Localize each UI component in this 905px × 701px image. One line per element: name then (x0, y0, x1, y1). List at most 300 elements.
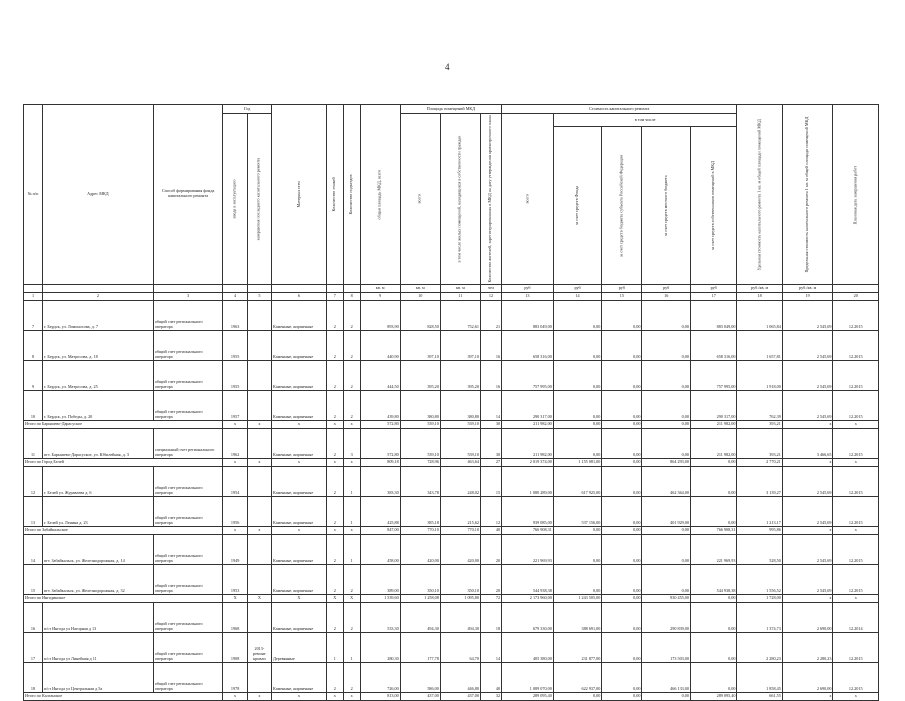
row-number: 14 (24, 534, 43, 564)
method-cell: общий счет регионального оператора (153, 360, 223, 390)
max-cost-cell: 2 280,23 (782, 632, 833, 662)
material-cell: Каменные, кирпичные (272, 360, 327, 390)
year-repair-cell (247, 564, 271, 594)
cost-total-cell: 221 969,93 (502, 534, 554, 564)
row-number: 8 (24, 330, 43, 360)
header-residents: Количество жителей, зарегистрированных в МКД на дату утверждения краткосрочного плана (480, 114, 501, 285)
residents-cell: 15 (480, 466, 501, 496)
cost-fund-cell: 0,00 (553, 534, 602, 564)
year-repair-cell (247, 602, 271, 632)
unit-cell (343, 284, 360, 292)
cost-federal-cell: 0,00 (602, 360, 642, 390)
table-row (24, 602, 879, 632)
unit-cell: руб./кв. м (782, 284, 833, 292)
unit-cell: кв. м (360, 284, 400, 292)
header-cost-group: Стоимость капитального ремонта (502, 105, 737, 114)
year-commission-cell: 1963 (223, 300, 247, 330)
header-cost-fund: за счет средств Фонда (553, 127, 602, 284)
cost-owners-cell: 0,00 (690, 466, 736, 496)
max-cost-cell: 2 545,69 (782, 390, 833, 420)
subtotal-cell: x (326, 526, 343, 534)
residents-cell: 20 (480, 564, 501, 594)
cost-total-cell: 290 317,00 (502, 390, 554, 420)
year-repair-cell (247, 662, 271, 692)
max-cost-cell: 2 690,00 (782, 602, 833, 632)
area-cell: 385,18 (400, 496, 440, 526)
subtotal-cell: 2 173 960,00 (502, 594, 554, 602)
subtotal-cell: x (343, 526, 360, 534)
subtotal-cell: 0,00 (553, 692, 602, 700)
table-row (24, 360, 879, 390)
subtotal-cell: 770,10 (440, 526, 480, 534)
year-commission-cell: 1954 (223, 466, 247, 496)
table-row (24, 564, 879, 594)
row-number: 15 (24, 564, 43, 594)
row-number: 17 (24, 632, 43, 662)
material-cell: Каменные, кирпичные (272, 330, 327, 360)
entrances-cell: 2 (343, 564, 360, 594)
method-cell: общий счет регионального оператора (153, 602, 223, 632)
address-cell: пгт. Барышево-Дарасуское, ул. Юбилейная, д. 3 (42, 428, 153, 458)
cost-fund-cell: 231 877,00 (553, 632, 602, 662)
unit-cell: кв. м (400, 284, 440, 292)
column-number: 4 (223, 292, 247, 300)
method-cell: общий счет регионального оператора (153, 632, 223, 662)
cost-federal-cell: 0,00 (602, 330, 642, 360)
max-cost-cell: 2 545,69 (782, 466, 833, 496)
material-cell: Каменные, кирпичные (272, 428, 327, 458)
year-commission-cell: 1955 (223, 360, 247, 390)
area-cell: 397,10 (400, 330, 440, 360)
cost-owners-cell: 0,00 (690, 496, 736, 526)
residents-cell: 40 (480, 662, 501, 692)
cost-federal-cell: 0,00 (602, 632, 642, 662)
year-commission-cell: 1956 (223, 496, 247, 526)
subtotal-cell: x (247, 692, 271, 700)
area-cell: 177,78 (400, 632, 440, 662)
residents-cell: 21 (480, 300, 501, 330)
subtotal-cell: x (223, 692, 247, 700)
unit-cost-cell: 1 556,52 (737, 564, 782, 594)
subtotal-cell: 72 (480, 594, 501, 602)
column-number: 6 (272, 292, 327, 300)
cost-fund-cell: 537 156,00 (553, 496, 602, 526)
material-cell: Каменные, кирпичные (272, 534, 327, 564)
cost-federal-cell: 0,00 (602, 466, 642, 496)
header-cost-local: за счет средств местного бюджета (642, 127, 691, 284)
unit-cell: руб (690, 284, 736, 292)
subtotal-cell: x (223, 458, 247, 466)
subtotal-cell: 0,00 (553, 420, 602, 428)
column-number: 11 (440, 292, 480, 300)
header-floors: Количество этажей (326, 105, 343, 285)
max-cost-cell: 2 690,00 (782, 662, 833, 692)
deadline-cell: 12.2015 (833, 360, 879, 390)
header-unit-cost: Удельная стоимость капитального ремонта 1 кв. м общей площади помещений МКД (737, 105, 782, 285)
subtotal-cell: X (272, 594, 327, 602)
cost-total-cell: 679 330,00 (502, 602, 554, 632)
max-cost-cell: 2 545,69 (782, 300, 833, 330)
material-cell: Каменные, кирпичные (272, 496, 327, 526)
residents-cell: 16 (480, 330, 501, 360)
floors-cell: 2 (326, 466, 343, 496)
cost-local-cell: 401 929,00 (642, 496, 691, 526)
column-number: 20 (833, 292, 879, 300)
material-cell: Деревянные (272, 632, 327, 662)
subtotal-cell: 766 908,31 (502, 526, 554, 534)
subtotal-cell: X (223, 594, 247, 602)
subtotal-cell: x (272, 692, 327, 700)
year-commission-cell: 1949 (223, 534, 247, 564)
cost-local-cell: 0,00 (642, 390, 691, 420)
subtotal-cell: 809,18 (360, 458, 400, 466)
cost-fund-cell: 0,00 (553, 428, 602, 458)
cost-local-cell: 173 503,00 (642, 632, 691, 662)
subtotal-cell: x (247, 420, 271, 428)
entrances-cell: 1 (343, 466, 360, 496)
total-area-cell: 458,00 (360, 534, 400, 564)
material-cell: Каменные, кирпичные (272, 602, 327, 632)
column-number: 13 (502, 292, 554, 300)
total-area-cell: 383,30 (360, 466, 400, 496)
total-area-cell: 444,50 (360, 360, 400, 390)
table-row (24, 390, 879, 420)
address-cell: пгт. Забайкальск, ул. Железнодорожная, д. 32 (42, 564, 153, 594)
cost-total-cell: 544 938,38 (502, 564, 554, 594)
method-cell: общий счет регионального оператора (153, 564, 223, 594)
cost-local-cell: 0,00 (642, 360, 691, 390)
floors-cell: 1 (326, 632, 343, 662)
table-row (24, 534, 879, 564)
max-cost-cell: 2 545,69 (782, 534, 833, 564)
header-area-group: Площадь помещений МКД (400, 105, 501, 114)
total-area-cell: 280,30 (360, 632, 400, 662)
area-citizens-cell: 395,20 (440, 360, 480, 390)
deadline-cell: 12.2015 (833, 632, 879, 662)
header-entrances: Количество подъездов (343, 105, 360, 285)
subtotal-cell: 1 243 505,00 (553, 594, 602, 602)
subtotal-cell: x (833, 692, 879, 700)
subtotal-cell: X (247, 594, 271, 602)
subtotal-cell: 661,55 (737, 692, 782, 700)
floors-cell: 2 (326, 360, 343, 390)
residents-cell: 20 (480, 534, 501, 564)
row-number: 9 (24, 360, 43, 390)
unit-cell (833, 284, 879, 292)
unit-cell (24, 284, 43, 292)
total-area-cell: 425,88 (360, 496, 400, 526)
cost-federal-cell: 0,00 (602, 534, 642, 564)
subtotal-cell: 728,96 (400, 458, 440, 466)
cost-fund-cell: 622 937,00 (553, 662, 602, 692)
subtotal-cell: 393,21 (737, 420, 782, 428)
subtotal-cell: x (343, 692, 360, 700)
subtotal-cell: 847,00 (360, 526, 400, 534)
cost-owners-cell: 211 982,00 (690, 428, 736, 458)
unit-cost-cell: 528,50 (737, 534, 782, 564)
material-cell: Каменные, кирпичные (272, 564, 327, 594)
subtotal-label: Итого по Ингодинское (24, 594, 223, 602)
cost-federal-cell: 0,00 (602, 564, 642, 594)
area-citizens-cell: 420,00 (440, 534, 480, 564)
subtotal-cell: 1 095,80 (440, 594, 480, 602)
subtotal-cell: x (326, 692, 343, 700)
cost-total-cell: 658 316,00 (502, 330, 554, 360)
max-cost-cell: 2 545,69 (782, 360, 833, 390)
cost-owners-cell: 290 317,00 (690, 390, 736, 420)
column-numbers-row (24, 292, 879, 300)
unit-cost-cell: 3 139,27 (737, 466, 782, 496)
cost-local-cell: 0,00 (642, 534, 691, 564)
cost-local-cell: 0,00 (642, 330, 691, 360)
subtotal-cell: x (833, 594, 879, 602)
subtotal-cell: 864 293,00 (642, 458, 691, 466)
area-cell: 828,50 (400, 300, 440, 330)
unit-cost-cell: 1 065,84 (737, 300, 782, 330)
year-repair-cell (247, 496, 271, 526)
deadline-cell: 12.2015 (833, 466, 879, 496)
method-cell: общий счет регионального оператора (153, 466, 223, 496)
subtotal-label: Итого по Забайкальское (24, 526, 223, 534)
max-cost-cell: 2 545,69 (782, 496, 833, 526)
unit-cost-cell: 1 374,73 (737, 602, 782, 632)
year-commission-cell: 1953 (223, 564, 247, 594)
year-repair-cell (247, 428, 271, 458)
cost-total-cell: 1 080 289,00 (502, 466, 554, 496)
subtotal-cell: x (782, 692, 833, 700)
subtotal-row (24, 420, 879, 428)
floors-cell: 2 (326, 496, 343, 526)
year-repair-cell: 2013-ремонт кровли (247, 632, 271, 662)
subtotal-cell: 539,10 (440, 420, 480, 428)
address-cell: г. Бердск, ул. Матросова, д. 18 (42, 330, 153, 360)
header-address: Адрес МКД (42, 105, 153, 285)
row-number: 16 (24, 602, 43, 632)
floors-cell: 2 (326, 602, 343, 632)
unit-cell (42, 284, 153, 292)
cost-local-cell: 462 364,00 (642, 466, 691, 496)
unit-cost-cell: 1 918,00 (737, 360, 782, 390)
column-number: 18 (737, 292, 782, 300)
subtotal-row (24, 692, 879, 700)
deadline-cell: 12.2015 (833, 428, 879, 458)
area-citizens-cell: 215,62 (440, 496, 480, 526)
unit-cell: руб (602, 284, 642, 292)
cost-federal-cell: 0,00 (602, 496, 642, 526)
cost-total-cell: 405 380,00 (502, 632, 554, 662)
table-row (24, 300, 879, 330)
cost-owners-cell: 757 995,00 (690, 360, 736, 390)
unit-cost-cell: 2 280,23 (737, 632, 782, 662)
floors-cell: 2 (326, 534, 343, 564)
deadline-cell: 12.2014 (833, 602, 879, 632)
subtotal-cell: x (782, 420, 833, 428)
unit-cell: руб./кв. м (737, 284, 782, 292)
entrances-cell: 1 (343, 534, 360, 564)
area-cell: 380,80 (400, 390, 440, 420)
subtotal-cell: 0,00 (602, 458, 642, 466)
material-cell: Каменные, кирпичные (272, 662, 327, 692)
subtotal-cell: 1 258,08 (400, 594, 440, 602)
cost-total-cell: 211 982,00 (502, 428, 554, 458)
area-citizens-cell: 350,10 (440, 564, 480, 594)
area-cell: 539,10 (400, 428, 440, 458)
cost-fund-cell: 0,00 (553, 360, 602, 390)
total-area-cell: 726,00 (360, 662, 400, 692)
year-commission-cell: 1978 (223, 662, 247, 692)
header-material: Материал стен (272, 105, 327, 285)
deadline-cell: 12.2015 (833, 496, 879, 526)
floors-cell: 2 (326, 300, 343, 330)
cost-local-cell: 0,00 (642, 564, 691, 594)
year-repair-cell (247, 534, 271, 564)
cost-total-cell: 939 085,00 (502, 496, 554, 526)
area-cell: 420,00 (400, 534, 440, 564)
total-area-cell: 440,90 (360, 330, 400, 360)
subtotal-cell: 30 (480, 420, 501, 428)
cost-local-cell: 290 839,00 (642, 602, 691, 632)
header-deadline: Плановая дата завершения работ (833, 105, 879, 285)
address-cell: п/ст Ингода ул Центральная д 5а (42, 662, 153, 692)
unit-cost-cell: 1 858,45 (737, 662, 782, 692)
unit-cell (153, 284, 223, 292)
subtotal-cell: 0,00 (553, 526, 602, 534)
cost-federal-cell: 0,00 (602, 428, 642, 458)
unit-cell: чел (480, 284, 501, 292)
area-citizens-cell: 380,80 (440, 390, 480, 420)
cost-owners-cell: 0,00 (690, 662, 736, 692)
subtotal-cell: 995,86 (737, 526, 782, 534)
address-cell: г. Бердск, ул. Матросова, д. 25 (42, 360, 153, 390)
subtotal-cell: x (223, 420, 247, 428)
deadline-cell: 12.2015 (833, 564, 879, 594)
area-citizens-cell: 64,70 (440, 632, 480, 662)
header-total-area: общая площадь МКД, всего (360, 105, 400, 285)
method-cell: общий счет регионального оператора (153, 330, 223, 360)
address-cell: г. Белей ул. Журавлева д. 6 (42, 466, 153, 496)
row-number: 12 (24, 466, 43, 496)
column-number: 15 (602, 292, 642, 300)
max-cost-cell: 2 545,69 (782, 564, 833, 594)
subtotal-cell: x (272, 458, 327, 466)
residents-cell: 16 (480, 360, 501, 390)
residents-cell: 14 (480, 632, 501, 662)
unit-cost-cell: 393,21 (737, 428, 782, 458)
year-repair-cell (247, 330, 271, 360)
unit-cell (272, 284, 327, 292)
subtotal-cell: x (782, 526, 833, 534)
method-cell: общий счет регионального оператора (153, 300, 223, 330)
column-number: 19 (782, 292, 833, 300)
row-number: 13 (24, 496, 43, 526)
subtotal-cell: 463,64 (440, 458, 480, 466)
year-commission-cell: 1957 (223, 390, 247, 420)
subtotal-cell: x (833, 420, 879, 428)
method-cell: общий счет регионального оператора (153, 534, 223, 564)
header-cost-total: всего (502, 114, 554, 285)
floors-cell: 2 (326, 428, 343, 458)
entrances-cell: 2 (343, 330, 360, 360)
year-commission-cell: 1955 (223, 330, 247, 360)
total-area-cell: 439,80 (360, 390, 400, 420)
unit-cell: руб (502, 284, 554, 292)
row-number: 11 (24, 428, 43, 458)
cost-total-cell: 1 089 070,00 (502, 662, 554, 692)
subtotal-row (24, 526, 879, 534)
subtotal-label: Итого по Город Белей (24, 458, 223, 466)
cost-total-cell: 883 049,00 (502, 300, 554, 330)
subtotal-cell: 0,00 (602, 526, 642, 534)
deadline-cell: 12.2015 (833, 300, 879, 330)
cost-owners-cell: 0,00 (690, 632, 736, 662)
subtotal-cell: x (247, 458, 271, 466)
subtotal-cell: 0,00 (642, 420, 691, 428)
area-citizens-cell: 248,02 (440, 466, 480, 496)
cost-owners-cell: 883 049,00 (690, 300, 736, 330)
address-cell: г. Белей ул. Ленина д. 23 (42, 496, 153, 526)
column-number: 17 (690, 292, 736, 300)
entrances-cell: 2 (343, 390, 360, 420)
subtotal-cell: x (833, 458, 879, 466)
subtotal-cell: 770,10 (400, 526, 440, 534)
row-number: 10 (24, 390, 43, 420)
subtotal-cell: 0,00 (690, 458, 736, 466)
area-cell: 350,10 (400, 564, 440, 594)
cost-fund-cell: 0,00 (553, 564, 602, 594)
column-number: 2 (42, 292, 153, 300)
deadline-cell: 12.2015 (833, 534, 879, 564)
method-cell: общий счет регионального оператора (153, 662, 223, 692)
subtotal-cell: X (326, 594, 343, 602)
year-commission-cell: 1962 (223, 428, 247, 458)
address-cell: пгт. Забайкальск, ул. Железнодорожная, д. 14 (42, 534, 153, 564)
address-cell: г. Бердск, ул. Победы, д. 20 (42, 390, 153, 420)
capital-repair-table (23, 104, 879, 701)
total-area-cell: 572,80 (360, 428, 400, 458)
subtotal-label: Итого по Барышево-Дарасуское (24, 420, 223, 428)
header-cost-owners: за счет средств собственников помещений в МКД (690, 127, 736, 284)
header-year-group: Год (223, 105, 272, 114)
entrances-cell: 2 (343, 602, 360, 632)
year-repair-cell (247, 360, 271, 390)
subtotal-cell: x (223, 526, 247, 534)
subtotal-cell: 2 019 374,00 (502, 458, 554, 466)
subtotal-row (24, 594, 879, 602)
address-cell: г. Бердск, ул. Ломоносова, д. 7 (42, 300, 153, 330)
unit-cell: кв. м (440, 284, 480, 292)
page-number: 4 (445, 62, 450, 72)
entrances-cell: 2 (343, 300, 360, 330)
table-row (24, 662, 879, 692)
area-cell: 343,78 (400, 466, 440, 496)
subtotal-cell: 32 (480, 692, 501, 700)
subtotal-cell: x (247, 526, 271, 534)
year-commission-cell: 1968 (223, 602, 247, 632)
table-row (24, 330, 879, 360)
header-area-total: всего (400, 114, 440, 285)
floors-cell: 2 (326, 662, 343, 692)
area-cell: 395,20 (400, 360, 440, 390)
subtotal-cell: 0,00 (602, 420, 642, 428)
residents-cell: 12 (480, 496, 501, 526)
cost-owners-cell: 658 316,00 (690, 330, 736, 360)
deadline-cell: 12.2015 (833, 330, 879, 360)
cost-federal-cell: 0,00 (602, 662, 642, 692)
column-number: 9 (360, 292, 400, 300)
header-cost-federal: за счет средств бюджета субъекта Российской Федерации (602, 127, 642, 284)
entrances-cell: 2 (343, 360, 360, 390)
column-number: 12 (480, 292, 501, 300)
